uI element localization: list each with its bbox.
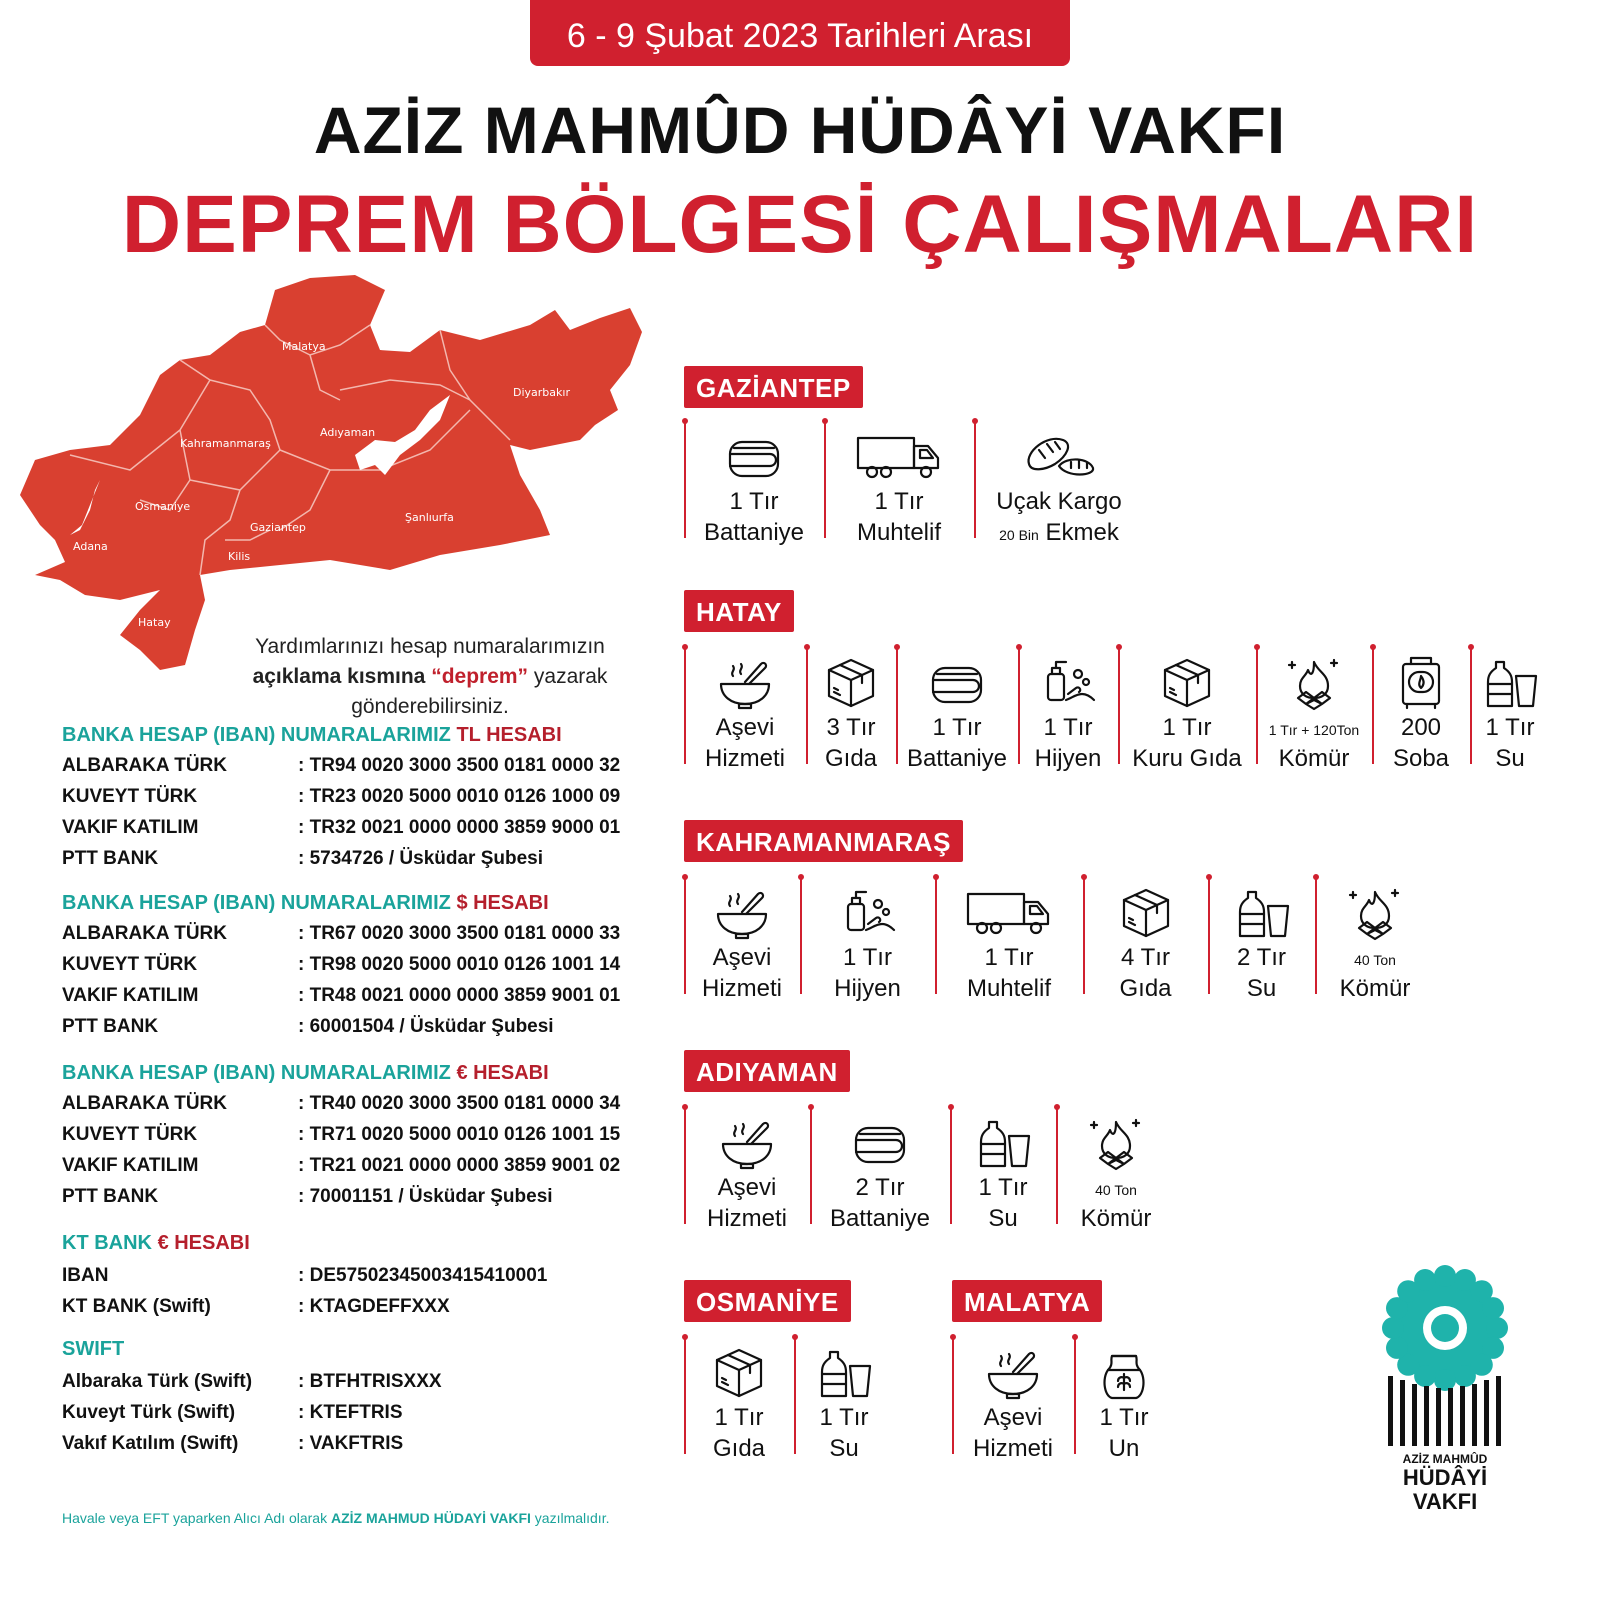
item-quantity: 2 Tır <box>855 1174 905 1201</box>
bread-icon <box>974 428 1144 486</box>
item-label: Un <box>1108 1435 1140 1462</box>
item-quantity: 1 Tır <box>819 1404 869 1431</box>
page-title: DEPREM BÖLGESİ ÇALIŞMALARI <box>121 179 1479 270</box>
item-quantity: 1 Tır <box>1485 714 1535 741</box>
bank-name: KUVEYT TÜRK <box>62 954 198 975</box>
map-label-malatya: Malatya <box>282 340 326 353</box>
soup-bowl-icon <box>684 1114 810 1172</box>
item-divider <box>935 876 937 994</box>
bank-account-value: : TR71 0020 5000 0010 0126 1001 15 <box>298 1124 621 1145</box>
bank-name: Vakıf Katılım (Swift) <box>62 1433 239 1454</box>
bank-head-swift: SWIFT <box>62 1338 125 1360</box>
item-divider <box>1018 646 1020 764</box>
bank-name: Kuveyt Türk (Swift) <box>62 1402 236 1423</box>
item-quantity: 200 <box>1400 714 1442 741</box>
region-items-malatya <box>952 1336 1174 1464</box>
region-tag-adiyaman: ADIYAMAN <box>684 1050 850 1092</box>
region-items-adiyaman <box>684 1106 1176 1234</box>
bank-name: ALBARAKA TÜRK <box>62 923 227 944</box>
item-quantity: 1 Tır <box>978 1174 1028 1201</box>
bank-row <box>62 750 662 781</box>
logo-text: AZİZ MAHMÛD HÜDÂYİ VAKFI <box>1402 1452 1488 1514</box>
item-divider <box>1083 876 1085 994</box>
item-label: Hizmeti <box>701 975 782 1002</box>
note-line-2 <box>220 662 640 692</box>
item-label: Hizmeti <box>972 1435 1053 1462</box>
bank-name: KUVEYT TÜRK <box>62 1124 198 1145</box>
bank-row <box>62 1397 662 1428</box>
item-divider <box>1074 1336 1076 1454</box>
item-divider <box>974 420 976 538</box>
bank-row <box>62 949 662 980</box>
aid-item <box>1256 646 1372 774</box>
truck-icon <box>935 884 1083 942</box>
item-label: Su <box>1495 745 1525 772</box>
bank-row <box>62 781 662 812</box>
box-icon <box>1118 654 1256 712</box>
aid-item <box>810 1106 950 1234</box>
item-quantity: 2 Tır <box>1237 944 1286 971</box>
coal-fire-icon <box>1256 654 1372 712</box>
item-divider <box>684 1106 686 1224</box>
bank-block-tl <box>62 720 662 874</box>
note-line-2-text: açıklama kısmına <box>252 665 426 688</box>
aid-item <box>896 646 1018 774</box>
item-divider <box>1256 646 1258 764</box>
map-label-diyarbakir: Diyarbakır <box>513 386 570 399</box>
item-label: Gıda <box>824 745 878 772</box>
bank-name: ALBARAKA TÜRK <box>62 1093 227 1114</box>
bank-row <box>62 918 662 949</box>
aid-item <box>1083 876 1208 1004</box>
organization-title: AZİZ MAHMÛD HÜDÂYİ VAKFI <box>313 93 1287 167</box>
item-quantity: Uçak Kargo <box>996 488 1122 515</box>
item-quantity: 1 Tır <box>932 714 982 741</box>
item-divider <box>1315 876 1317 994</box>
bank-account-value: : KTEFTRIS <box>298 1402 403 1423</box>
aid-item <box>824 420 974 551</box>
aid-item <box>684 1106 810 1234</box>
transfer-footnote: Havale veya EFT yaparken Alıcı Adı olarak AZİZ MAHMUD HÜDAYİ VAKFI yazılmalıdır. <box>62 1510 610 1526</box>
item-divider <box>1056 1106 1058 1224</box>
bank-account-value: : TR21 0021 0000 0000 3859 9001 02 <box>298 1155 621 1176</box>
aid-item <box>935 876 1083 1004</box>
map-label-kilis: Kilis <box>228 550 251 563</box>
item-quantity: Aşevi <box>715 714 775 741</box>
item-divider <box>1208 876 1210 994</box>
bank-account-value: : DE57502345003415410001 <box>298 1265 548 1286</box>
bank-row <box>62 1428 662 1459</box>
item-quantity: 1 Tır <box>714 1404 764 1431</box>
bank-block-usd <box>62 888 662 1042</box>
bank-account-value: : TR40 0020 3000 3500 0181 0000 34 <box>298 1093 621 1114</box>
aid-item <box>684 420 824 551</box>
aid-item <box>806 646 896 774</box>
item-divider <box>684 420 686 538</box>
bank-account-value: : VAKFTRIS <box>298 1433 404 1454</box>
water-icon <box>950 1114 1056 1172</box>
item-quantity-small: 40 Ton <box>1095 1182 1137 1198</box>
item-quantity: Aşevi <box>712 944 772 971</box>
region-tag-kahramanmaras: KAHRAMANMARAŞ <box>684 820 963 862</box>
stove-icon <box>1372 654 1470 712</box>
blanket-icon <box>684 428 824 486</box>
bank-block-swift <box>62 1334 662 1459</box>
aid-item <box>950 1106 1056 1234</box>
bank-row <box>62 1366 662 1397</box>
map-region-shape <box>20 275 642 670</box>
bank-account-value: : 60001504 / Üsküdar Şubesi <box>298 1016 554 1037</box>
item-divider <box>684 1336 686 1454</box>
item-label: Su <box>829 1435 859 1462</box>
region-items-kahramanmaras <box>684 876 1435 1004</box>
item-divider <box>794 1336 796 1454</box>
item-divider <box>896 646 898 764</box>
item-quantity: 1 Tır <box>1162 714 1212 741</box>
item-divider <box>800 876 802 994</box>
item-label: Hijyen <box>1034 745 1102 772</box>
item-divider <box>1118 646 1120 764</box>
item-divider <box>684 646 686 764</box>
region-tag-hatay: HATAY <box>684 590 794 632</box>
item-label: 20 Bin Ekmek <box>999 519 1119 546</box>
aid-item <box>1118 646 1256 774</box>
water-icon <box>1208 884 1315 942</box>
bank-head-kt: KT BANK € HESABI <box>62 1232 250 1254</box>
soup-bowl-icon <box>684 654 806 712</box>
item-divider <box>684 876 686 994</box>
item-label: Soba <box>1392 745 1450 772</box>
bank-name: ALBARAKA TÜRK <box>62 755 227 776</box>
bank-row <box>62 980 662 1011</box>
bank-name: KT BANK (Swift) <box>62 1296 211 1317</box>
note-line-3: gönderebilirsiniz. <box>351 695 509 718</box>
aid-item <box>684 876 800 1004</box>
item-quantity: 4 Tır <box>1121 944 1170 971</box>
map-label-gaziantep: Gaziantep <box>250 521 306 534</box>
map-label-adana: Adana <box>73 540 108 553</box>
bank-account-value: : KTAGDEFFXXX <box>298 1296 450 1317</box>
bank-name: VAKIF KATILIM <box>62 1155 199 1176</box>
bank-name: VAKIF KATILIM <box>62 817 199 838</box>
aid-item <box>1056 1106 1176 1234</box>
bank-account-value: : TR98 0020 5000 0010 0126 1001 14 <box>298 954 621 975</box>
aid-item <box>1315 876 1435 1004</box>
map-label-adiyaman: Adıyaman <box>320 426 376 439</box>
aid-item <box>1018 646 1118 774</box>
bank-account-value: : TR32 0021 0000 0000 3859 9000 01 <box>298 817 621 838</box>
bank-name: Albaraka Türk (Swift) <box>62 1371 253 1392</box>
map-label-kahramanmaras: Kahramanmaraş <box>180 437 271 450</box>
item-quantity: Aşevi <box>717 1174 777 1201</box>
bank-row <box>62 812 662 843</box>
bank-name: PTT BANK <box>62 1186 159 1207</box>
region-items-osmaniye <box>684 1336 894 1464</box>
item-label: Battaniye <box>703 519 805 546</box>
bank-account-value: : TR23 0020 5000 0010 0126 1000 09 <box>298 786 621 807</box>
bank-head-tl: BANKA HESAP (IBAN) NUMARALARIMIZ TL HESABI <box>62 724 562 746</box>
bank-row <box>62 1181 662 1212</box>
item-quantity-small: 40 Ton <box>1354 952 1396 968</box>
item-divider <box>824 420 826 538</box>
aid-item <box>800 876 935 1004</box>
water-icon <box>794 1344 894 1402</box>
item-label: Kömür <box>1339 975 1411 1002</box>
bank-head-eur: BANKA HESAP (IBAN) NUMARALARIMIZ € HESABI <box>62 1062 549 1084</box>
aid-item <box>974 420 1144 551</box>
region-tag-osmaniye: OSMANİYE <box>684 1280 851 1322</box>
hygiene-icon <box>800 884 935 942</box>
bank-name: PTT BANK <box>62 1016 159 1037</box>
aid-item <box>952 1336 1074 1464</box>
item-quantity: 1 Tır <box>874 488 924 515</box>
item-divider <box>1372 646 1374 764</box>
soup-bowl-icon <box>952 1344 1074 1402</box>
bank-account-value: : TR94 0020 3000 3500 0181 0000 32 <box>298 755 621 776</box>
bank-block-kt <box>62 1228 662 1322</box>
item-divider <box>810 1106 812 1224</box>
blanket-icon <box>896 654 1018 712</box>
truck-icon <box>824 428 974 486</box>
bank-account-value: : 70001151 / Üsküdar Şubesi <box>298 1186 553 1207</box>
note-line-1: Yardımlarınızı hesap numaralarımızın <box>255 635 605 658</box>
item-quantity: 1 Tır <box>1099 1404 1149 1431</box>
item-label: Battaniye <box>906 745 1008 772</box>
item-label: Hizmeti <box>706 1205 787 1232</box>
item-divider <box>952 1336 954 1454</box>
blanket-icon <box>810 1114 950 1172</box>
coal-fire-icon <box>1056 1114 1176 1172</box>
item-divider <box>806 646 808 764</box>
aid-item <box>1208 876 1315 1004</box>
bank-name: VAKIF KATILIM <box>62 985 199 1006</box>
hygiene-icon <box>1018 654 1118 712</box>
bank-name: IBAN <box>62 1265 109 1286</box>
item-quantity: 1 Tır <box>729 488 779 515</box>
item-label: Hizmeti <box>704 745 785 772</box>
aid-item <box>1372 646 1470 774</box>
bank-account-value: : BTFHTRISXXX <box>298 1371 442 1392</box>
bank-row <box>62 843 662 874</box>
map-label-hatay: Hatay <box>138 616 171 629</box>
box-icon <box>1083 884 1208 942</box>
item-divider <box>1470 646 1472 764</box>
item-label: Battaniye <box>829 1205 931 1232</box>
item-divider <box>950 1106 952 1224</box>
bank-name: KUVEYT TÜRK <box>62 786 198 807</box>
bank-account-value: : TR48 0021 0000 0000 3859 9001 01 <box>298 985 621 1006</box>
item-label: Kömür <box>1080 1205 1152 1232</box>
note-line-2-end: yazarak <box>533 665 608 688</box>
item-label: Su <box>988 1205 1018 1232</box>
item-quantity: 3 Tır <box>826 714 876 741</box>
bank-account-value: : TR67 0020 3000 3500 0181 0000 33 <box>298 923 621 944</box>
bank-row <box>62 1088 662 1119</box>
item-label: Hijyen <box>834 975 901 1002</box>
bank-row <box>62 1150 662 1181</box>
aid-item <box>684 646 806 774</box>
box-icon <box>684 1344 794 1402</box>
region-items-gaziantep <box>684 420 1144 551</box>
item-label: Gıda <box>712 1435 766 1462</box>
bank-name: PTT BANK <box>62 848 159 869</box>
item-label: Kuru Gıda <box>1132 745 1242 772</box>
coal-fire-icon <box>1315 884 1435 942</box>
item-quantity: 1 Tır <box>843 944 892 971</box>
soup-bowl-icon <box>684 884 800 942</box>
donation-note <box>220 632 640 722</box>
item-label: Kömür <box>1278 745 1350 772</box>
map-label-sanliurfa: Şanlıurfa <box>405 511 454 524</box>
item-label: Muhtelif <box>856 519 942 546</box>
item-label: Muhtelif <box>966 975 1052 1002</box>
earthquake-region-map <box>10 270 660 690</box>
aid-item <box>1470 646 1550 774</box>
region-tag-malatya: MALATYA <box>952 1280 1102 1322</box>
water-icon <box>1470 654 1550 712</box>
item-quantity: 1 Tır <box>984 944 1034 971</box>
map-label-osmaniye: Osmaniye <box>135 500 191 513</box>
item-quantity-small: 1 Tır + 120Ton <box>1268 722 1360 738</box>
bank-head-usd: BANKA HESAP (IBAN) NUMARALARIMIZ $ HESABI <box>62 892 549 914</box>
aid-item <box>1074 1336 1174 1464</box>
bank-row <box>62 1291 662 1322</box>
region-items-hatay <box>684 646 1550 774</box>
item-label: Gıda <box>1119 975 1172 1002</box>
bank-row <box>62 1260 662 1291</box>
date-range-banner: 6 - 9 Şubat 2023 Tarihleri Arası <box>530 0 1070 66</box>
item-quantity: 1 Tır <box>1043 714 1093 741</box>
bank-row <box>62 1119 662 1150</box>
item-quantity: Aşevi <box>983 1404 1043 1431</box>
flour-sack-icon <box>1074 1344 1174 1402</box>
box-icon <box>806 654 896 712</box>
bank-block-eur <box>62 1058 662 1212</box>
aid-item <box>794 1336 894 1464</box>
bank-account-value: : 5734726 / Üsküdar Şubesi <box>298 848 544 869</box>
aid-item <box>684 1336 794 1464</box>
bank-row <box>62 1011 662 1042</box>
note-keyword: “deprem” <box>431 665 529 688</box>
item-label: Su <box>1246 975 1277 1002</box>
region-tag-gaziantep: GAZİANTEP <box>684 366 863 408</box>
